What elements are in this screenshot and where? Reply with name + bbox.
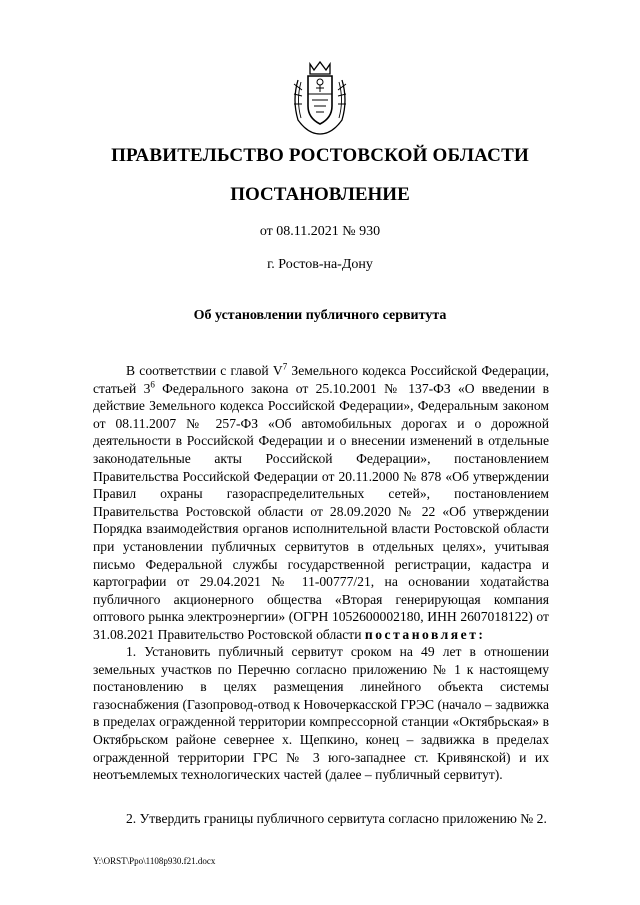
- preamble-text-1: В соответствии с главой V: [126, 363, 283, 378]
- preamble-text-2: Земельного кодекса Российской Федерации, статьей 3: [93, 363, 549, 396]
- document-type: ПОСТАНОВЛЕНИЕ: [230, 184, 410, 205]
- document-subject: Об установлении публичного сервитута: [193, 308, 447, 323]
- rostov-oblast-coat-of-arms-icon: [288, 60, 352, 136]
- document-place: г. Ростов-на-Дону: [267, 257, 373, 272]
- item-1-paragraph: 1. Установить публичный сервитут сроком на 49 лет в отношении земельных участков по Перечню согласно приложению № 1 к настоящему постановлению в целях размещения линейного объекта системы газоснабжения (Газопровод-отвод к Новочеркасской ГРЭС (начало – задвижка в пределах огражденной территории компрессорной станции «Октябрьская» в Октябрьском районе севернее х. Щепкино, конец – задвижка в пределах огражденной территории ГРС № 3 юго-западнее ст. Кривянской) и их неотъемлемых технологических частей (далее – публичный сервитут).: [93, 644, 549, 783]
- file-path-footer: Y:\ORST\Ppo\1108p930.f21.docx: [93, 856, 216, 866]
- preamble-paragraph: [93, 362, 549, 644]
- item-2-paragraph: 2. Утвердить границы публичного сервитута согласно приложению № 2.: [126, 811, 547, 826]
- chapter-superscript: 7: [282, 361, 288, 372]
- article-superscript: 6: [150, 379, 155, 390]
- government-name: ПРАВИТЕЛЬСТВО РОСТОВСКОЙ ОБЛАСТИ: [111, 145, 529, 166]
- decree-word: постановляет:: [364, 626, 486, 642]
- document-date-number: от 08.11.2021 № 930: [259, 224, 381, 239]
- preamble-text-3: Федерального закона от 25.10.2001 № 137-ФЗ «О введении в действие Земельного кодекса Российской Федерации», Федеральным законом от 08.11.2007 № 257-ФЗ «Об автомобильных дорогах и о дорожной деятельности в Российской Федерации и о внесении изменений в отдельные законодательные акты Российской Федерации», постановлением Правительства Российской Федерации от 20.11.2000 № 878 «Об утверждении Правил охраны газораспределительных сетей», постановлением Правительства Ростовской области от 28.09.2020 № 22 «Об утверждении Порядка взаимодействия органов исполнительной власти Ростовской области при установлении публичных сервитутов в отдельных целях», учитывая письмо Федеральной службы государственной регистрации, кадастра и картографии от 29.04.2021 № 11-00777/21, на основании ходатайства публичного акционерного общества «Вторая генерирующая компания оптового рынка электроэнергии» (ОГРН 1052600002180, ИНН 2607018122) от 31.08.2021 Правительство Ростовской области: [93, 380, 549, 642]
